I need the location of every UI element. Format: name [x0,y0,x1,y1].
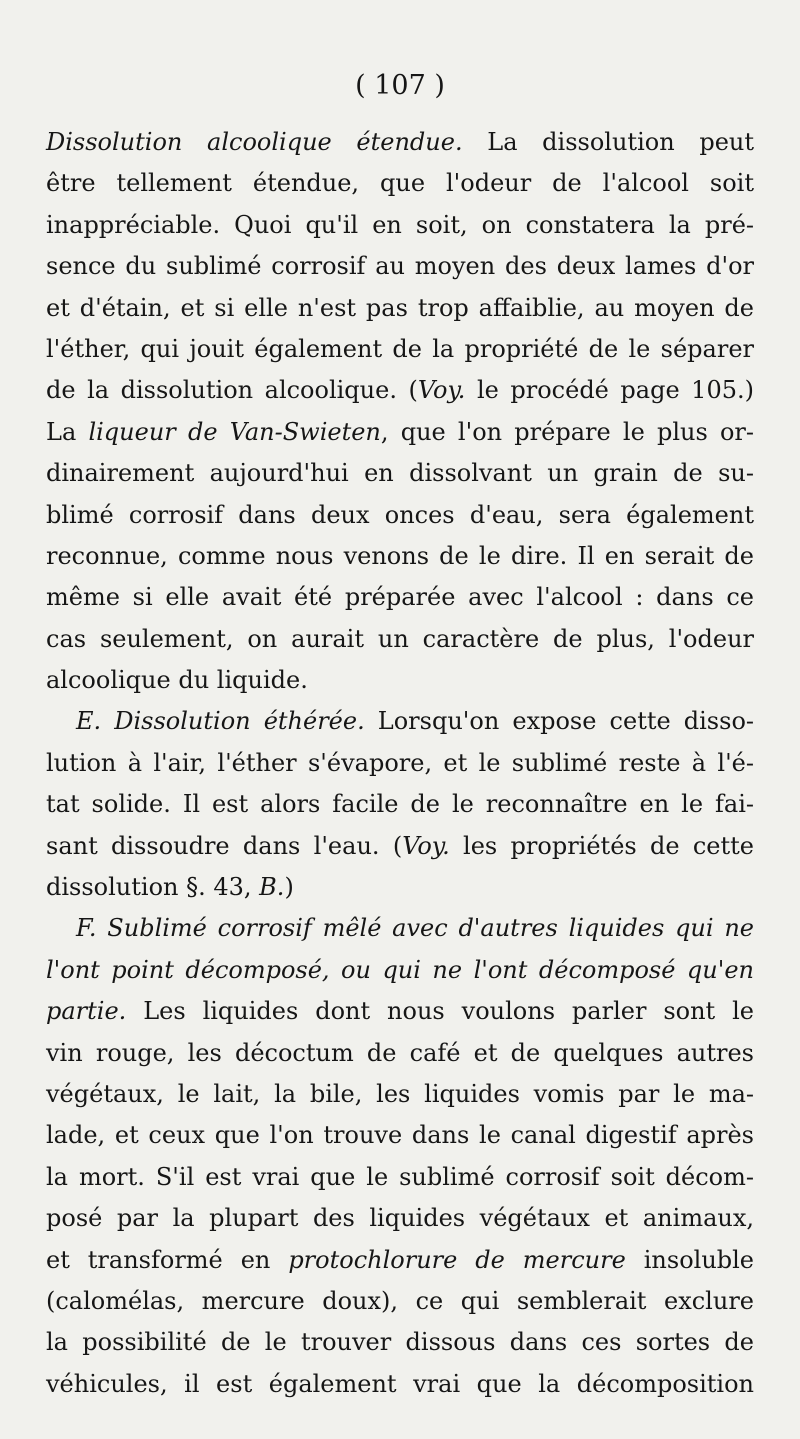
text-line [46,1281,754,1322]
italic-text-segment: partie. [46,997,127,1026]
italic-text-segment: F. Sublimé corrosif mêlé avec d'autres liquides qui ne [76,914,754,943]
text-segment: posé par la plupart des liquides végétaux et animaux, [46,1204,754,1233]
italic-text-segment: E. Dissolution éthérée. [76,707,365,736]
text-line [46,163,754,204]
text-segment: cas seulement, on aurait un caractère de plus, l'odeur [46,624,754,653]
text-segment: sence du sublimé corrosif au moyen des deux lames d'or [46,252,754,281]
text-line [46,743,754,784]
text-line [46,1115,754,1156]
text-segment: et d'étain, et si elle n'est pas trop affaiblie, au moyen de [46,293,754,322]
italic-text-segment: Voy. [402,831,450,860]
text-segment: et transformé en [46,1245,289,1274]
text-segment: véhicules, il est également vrai que la décomposition [46,1369,754,1398]
text-line [46,453,754,494]
text-line [46,950,754,991]
text-segment: l'éther, qui jouit également de la propriété de le séparer [46,334,754,363]
text-line [46,991,754,1032]
text-segment: insoluble [625,1245,755,1274]
text-line [46,329,754,370]
text-line [46,701,754,742]
body-text [46,122,754,1405]
text-line [46,784,754,825]
text-line [46,577,754,618]
text-line [46,370,754,411]
text-segment: (calomélas, mercure doux), ce qui semblerait exclure [46,1286,754,1315]
text-segment: de la dissolution alcoolique. ( [46,376,418,405]
text-segment: , que l'on prépare le plus or- [380,417,755,446]
text-segment: Les liquides dont nous voulons parler sont le [126,997,754,1026]
italic-text-segment: B. [259,873,285,902]
text-segment: lade, et ceux que l'on trouve dans le canal digestif après [46,1121,754,1150]
text-segment: vin rouge, les décoctum de café et de quelques autres [46,1038,754,1067]
text-line [46,246,754,287]
text-segment: être tellement étendue, que l'odeur de l'alcool soit [46,169,754,198]
text-line [46,1322,754,1363]
text-line [46,867,754,908]
text-line [46,536,754,577]
text-line [46,908,754,949]
text-segment: lution à l'air, l'éther s'évapore, et le sublimé reste à l'é- [46,748,754,777]
text-segment: ) [284,873,294,902]
page-number: ( 107 ) [355,70,445,101]
text-line [46,205,754,246]
italic-text-segment: protochlorure de mercure [288,1245,626,1274]
text-line [46,1240,754,1281]
text-line [46,1033,754,1074]
text-line [46,660,754,701]
text-segment: dinairement aujourd'hui en dissolvant un grain de su- [46,459,754,488]
italic-text-segment: liqueur de Van-Swieten [88,417,381,446]
text-segment: dissolution §. 43, [46,873,260,902]
text-line [46,288,754,329]
text-segment: tat solide. Il est alors facile de le reconnaître en le fai- [46,790,754,819]
text-segment: la mort. S'il est vrai que le sublimé corrosif soit décom- [46,1162,754,1191]
text-line [46,412,754,453]
text-segment: La [46,417,89,446]
text-segment: La dissolution peut [462,128,754,156]
text-line [46,1074,754,1115]
text-line [46,1157,754,1198]
text-segment: sant dissoudre dans l'eau. ( [46,831,403,860]
text-segment: inappréciable. Quoi qu'il en soit, on constatera la pré- [46,210,754,239]
text-segment: végétaux, le lait, la bile, les liquides vomis par le ma- [46,1079,754,1108]
text-line [46,1198,754,1239]
text-line [46,495,754,536]
text-line [46,122,754,163]
text-segment: le procédé page 105.) [465,376,754,405]
text-line [46,826,754,867]
italic-text-segment: l'ont point décomposé, ou qui ne l'ont décomposé qu'en [46,955,754,984]
text-line [46,1364,754,1405]
text-segment: même si elle avait été préparée avec l'alcool : dans ce [46,583,754,612]
text-segment: les propriétés de cette [449,831,754,860]
text-segment: Lorsqu'on expose cette disso- [364,707,754,736]
text-segment: la possibilité de le trouver dissous dans ces sortes de [46,1328,754,1357]
text-segment: reconnue, comme nous venons de le dire. Il en serait de [46,541,754,570]
text-segment: blimé corrosif dans deux onces d'eau, sera également [46,500,754,529]
text-line [46,619,754,660]
italic-text-segment: Dissolution alcoolique étendue. [46,128,463,156]
text-segment: alcoolique du liquide. [46,666,308,695]
italic-text-segment: Voy. [417,376,466,405]
